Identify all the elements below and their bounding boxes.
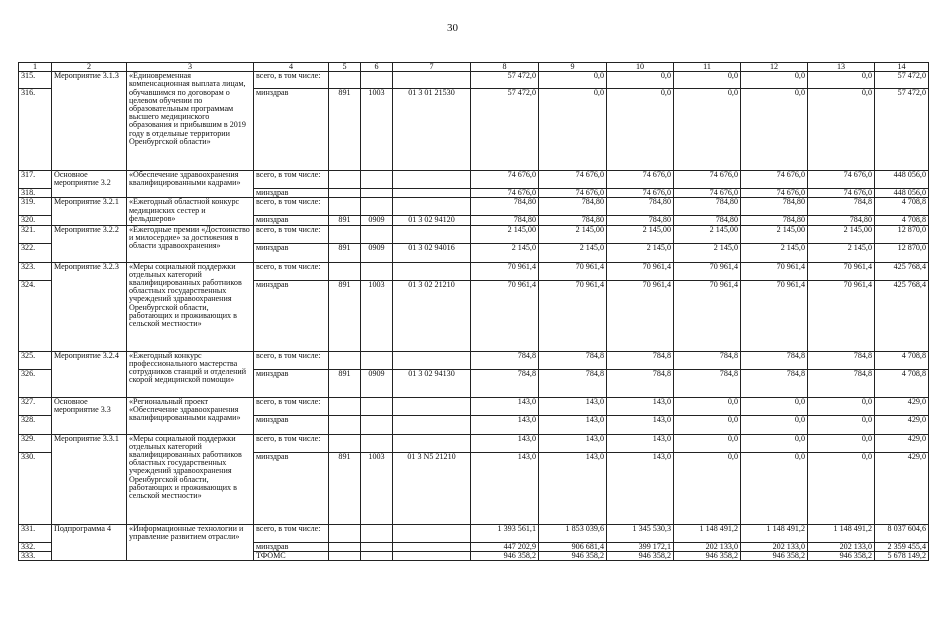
value-cell: 2 145,00 <box>471 225 539 243</box>
value-cell: 2 145,0 <box>607 243 674 262</box>
code-cell <box>361 198 393 216</box>
value-cell: 0,0 <box>607 72 674 89</box>
funding-source: всего, в том числе: <box>254 434 329 452</box>
value-cell: 70 961,4 <box>539 280 607 351</box>
row-number: 333. <box>19 551 52 560</box>
row-number: 319. <box>19 198 52 216</box>
value-cell: 12 870,0 <box>875 225 929 243</box>
value-cell: 1 393 561,1 <box>471 524 539 542</box>
code-cell <box>361 189 393 198</box>
value-cell: 57 472,0 <box>875 72 929 89</box>
header-cell: 7 <box>393 63 471 72</box>
funding-source: минздрав <box>254 415 329 434</box>
value-cell: 0,0 <box>607 89 674 171</box>
value-cell: 143,0 <box>539 452 607 524</box>
value-cell: 202 133,0 <box>808 542 875 551</box>
table-row <box>19 524 929 542</box>
row-number: 329. <box>19 434 52 452</box>
row-number: 330. <box>19 452 52 524</box>
code-cell: 1003 <box>361 280 393 351</box>
value-cell: 143,0 <box>471 415 539 434</box>
measure-description: «Ежегодный областной конкурс медицинских сестер и фельдшеров» <box>127 198 254 225</box>
row-number: 316. <box>19 89 52 171</box>
value-cell: 0,0 <box>741 397 808 415</box>
code-cell: 0909 <box>361 369 393 397</box>
value-cell: 74 676,0 <box>808 189 875 198</box>
row-number: 315. <box>19 72 52 89</box>
value-cell: 2 359 455,4 <box>875 542 929 551</box>
value-cell: 4 708,8 <box>875 216 929 225</box>
value-cell: 5 678 149,2 <box>875 551 929 560</box>
value-cell: 2 145,00 <box>539 225 607 243</box>
value-cell: 70 961,4 <box>741 280 808 351</box>
value-cell: 12 870,0 <box>875 243 929 262</box>
value-cell: 784,80 <box>674 216 741 225</box>
value-cell: 784,80 <box>607 198 674 216</box>
code-cell <box>393 397 471 415</box>
value-cell: 74 676,0 <box>539 189 607 198</box>
value-cell: 784,8 <box>471 351 539 369</box>
code-cell <box>393 72 471 89</box>
value-cell: 70 961,4 <box>607 280 674 351</box>
value-cell: 4 708,8 <box>875 198 929 216</box>
row-number: 321. <box>19 225 52 243</box>
value-cell: 784,8 <box>674 351 741 369</box>
measure-description: «Информационные технологии и управление развитием отрасли» <box>127 524 254 560</box>
value-cell: 8 037 604,6 <box>875 524 929 542</box>
budget-table <box>18 62 929 561</box>
measure-description: «Меры социальной поддержки отдельных категорий квалифицированных работников областных государственных учреждений здравоохранения Оренбургской области, работающих и проживающих в сельской местности» <box>127 434 254 524</box>
value-cell: 429,0 <box>875 434 929 452</box>
code-cell: 1003 <box>361 89 393 171</box>
value-cell: 143,0 <box>607 434 674 452</box>
funding-source: ТФОМС <box>254 551 329 560</box>
value-cell: 0,0 <box>741 89 808 171</box>
funding-source: минздрав <box>254 542 329 551</box>
value-cell: 784,8 <box>741 369 808 397</box>
code-cell <box>329 542 361 551</box>
row-number: 332. <box>19 542 52 551</box>
code-cell <box>361 524 393 542</box>
row-number: 326. <box>19 369 52 397</box>
table-row <box>19 225 929 243</box>
value-cell: 2 145,00 <box>808 225 875 243</box>
table-row <box>19 262 929 280</box>
code-cell <box>329 434 361 452</box>
measure-name: Мероприятие 3.2.2 <box>52 225 127 262</box>
value-cell: 2 145,0 <box>471 243 539 262</box>
value-cell: 429,0 <box>875 397 929 415</box>
code-cell <box>361 225 393 243</box>
value-cell: 784,8 <box>539 351 607 369</box>
value-cell: 57 472,0 <box>875 89 929 171</box>
value-cell: 784,80 <box>539 198 607 216</box>
code-cell <box>329 551 361 560</box>
measure-name: Подпрограмма 4 <box>52 524 127 560</box>
code-cell <box>393 351 471 369</box>
value-cell: 784,8 <box>741 351 808 369</box>
measure-name: Мероприятие 3.2.3 <box>52 262 127 351</box>
code-cell <box>329 397 361 415</box>
value-cell: 0,0 <box>539 72 607 89</box>
code-cell: 0909 <box>361 216 393 225</box>
code-cell: 01 3 02 21210 <box>393 280 471 351</box>
value-cell: 143,0 <box>607 397 674 415</box>
header-cell: 2 <box>52 63 127 72</box>
value-cell: 2 145,0 <box>808 243 875 262</box>
measure-name: Мероприятие 3.2.1 <box>52 198 127 225</box>
value-cell: 2 145,00 <box>674 225 741 243</box>
funding-source: минздрав <box>254 243 329 262</box>
value-cell: 70 961,4 <box>471 262 539 280</box>
code-cell <box>361 262 393 280</box>
code-cell <box>329 189 361 198</box>
code-cell <box>361 434 393 452</box>
value-cell: 784,80 <box>471 216 539 225</box>
value-cell: 0,0 <box>539 89 607 171</box>
header-cell: 12 <box>741 63 808 72</box>
code-cell <box>361 542 393 551</box>
code-cell <box>329 262 361 280</box>
code-cell <box>329 415 361 434</box>
code-cell <box>329 171 361 189</box>
code-cell <box>329 72 361 89</box>
value-cell: 0,0 <box>808 89 875 171</box>
value-cell: 74 676,0 <box>471 189 539 198</box>
value-cell: 784,80 <box>471 198 539 216</box>
code-cell <box>361 415 393 434</box>
funding-source: всего, в том числе: <box>254 225 329 243</box>
value-cell: 0,0 <box>674 89 741 171</box>
funding-source: минздрав <box>254 89 329 171</box>
funding-source: минздрав <box>254 216 329 225</box>
value-cell: 2 145,0 <box>741 243 808 262</box>
header-cell: 14 <box>875 63 929 72</box>
code-cell: 891 <box>329 89 361 171</box>
header-cell: 9 <box>539 63 607 72</box>
measure-description: «Ежегодный конкурс профессионального мастерства сотрудников станций и отделений скорой медицинской помощи» <box>127 351 254 397</box>
measure-description: «Единовременная компенсационная выплата лицам, обучавшимся по договорам о целевом обучении по образовательным программам высшего медицинского образования и прибывшим в 2019 году в отдельные территории Оренбургской области» <box>127 72 254 171</box>
value-cell: 784,80 <box>741 198 808 216</box>
code-cell <box>393 542 471 551</box>
header-cell: 4 <box>254 63 329 72</box>
funding-source: всего, в том числе: <box>254 351 329 369</box>
code-cell <box>329 524 361 542</box>
header-cell: 6 <box>361 63 393 72</box>
page-number: 30 <box>447 22 458 34</box>
value-cell: 143,0 <box>607 452 674 524</box>
value-cell: 74 676,0 <box>741 171 808 189</box>
funding-source: минздрав <box>254 280 329 351</box>
value-cell: 946 358,2 <box>539 551 607 560</box>
value-cell: 0,0 <box>674 452 741 524</box>
value-cell: 784,8 <box>808 351 875 369</box>
value-cell: 1 148 491,2 <box>808 524 875 542</box>
value-cell: 448 056,0 <box>875 189 929 198</box>
value-cell: 143,0 <box>471 397 539 415</box>
value-cell: 1 148 491,2 <box>674 524 741 542</box>
value-cell: 784,8 <box>539 369 607 397</box>
value-cell: 202 133,0 <box>741 542 808 551</box>
code-cell <box>393 171 471 189</box>
value-cell: 2 145,0 <box>539 243 607 262</box>
code-cell <box>329 198 361 216</box>
value-cell: 74 676,0 <box>674 171 741 189</box>
row-number: 325. <box>19 351 52 369</box>
header-cell: 5 <box>329 63 361 72</box>
header-cell: 8 <box>471 63 539 72</box>
value-cell: 143,0 <box>607 415 674 434</box>
row-number: 318. <box>19 189 52 198</box>
value-cell: 74 676,0 <box>741 189 808 198</box>
code-cell <box>329 351 361 369</box>
header-cell: 10 <box>607 63 674 72</box>
value-cell: 2 145,00 <box>741 225 808 243</box>
value-cell: 143,0 <box>471 434 539 452</box>
code-cell: 01 3 02 94120 <box>393 216 471 225</box>
measure-description: «Меры социальной поддержки отдельных категорий квалифицированных работников областных государственных учреждений здравоохранения Оренбургской области, работающих и проживающих в сельской местности» <box>127 262 254 351</box>
funding-source: минздрав <box>254 452 329 524</box>
value-cell: 447 202,9 <box>471 542 539 551</box>
code-cell <box>361 351 393 369</box>
value-cell: 74 676,0 <box>674 189 741 198</box>
value-cell: 0,0 <box>808 397 875 415</box>
value-cell: 4 708,8 <box>875 351 929 369</box>
value-cell: 784,80 <box>808 216 875 225</box>
row-number: 323. <box>19 262 52 280</box>
table-row <box>19 198 929 216</box>
row-number: 320. <box>19 216 52 225</box>
header-cell: 1 <box>19 63 52 72</box>
value-cell: 0,0 <box>808 72 875 89</box>
value-cell: 946 358,2 <box>471 551 539 560</box>
funding-source: всего, в том числе: <box>254 198 329 216</box>
header-cell: 11 <box>674 63 741 72</box>
value-cell: 784,8 <box>607 369 674 397</box>
code-cell <box>393 415 471 434</box>
value-cell: 399 172,1 <box>607 542 674 551</box>
value-cell: 429,0 <box>875 452 929 524</box>
measure-description: «Региональный проект «Обеспечение здравоохранения квалифицированными кадрами» <box>127 397 254 434</box>
code-cell: 891 <box>329 452 361 524</box>
row-number: 327. <box>19 397 52 415</box>
value-cell: 784,8 <box>674 369 741 397</box>
value-cell: 429,0 <box>875 415 929 434</box>
code-cell: 01 3 N5 21210 <box>393 452 471 524</box>
measure-description: «Ежегодные премии «Достоинство и милосердие» за достижения в области здравоохранения» <box>127 225 254 262</box>
value-cell: 74 676,0 <box>607 171 674 189</box>
value-cell: 0,0 <box>674 415 741 434</box>
code-cell: 891 <box>329 280 361 351</box>
row-number: 324. <box>19 280 52 351</box>
measure-name: Основное мероприятие 3.2 <box>52 171 127 198</box>
funding-source: минздрав <box>254 189 329 198</box>
value-cell: 74 676,0 <box>808 171 875 189</box>
value-cell: 784,80 <box>607 216 674 225</box>
value-cell: 784,8 <box>808 369 875 397</box>
row-number: 328. <box>19 415 52 434</box>
code-cell <box>393 434 471 452</box>
value-cell: 0,0 <box>741 452 808 524</box>
value-cell: 784,8 <box>471 369 539 397</box>
measure-name: Мероприятие 3.2.4 <box>52 351 127 397</box>
value-cell: 946 358,2 <box>674 551 741 560</box>
code-cell: 891 <box>329 216 361 225</box>
funding-source: всего, в том числе: <box>254 397 329 415</box>
code-cell: 1003 <box>361 452 393 524</box>
code-cell <box>393 189 471 198</box>
value-cell: 57 472,0 <box>471 89 539 171</box>
value-cell: 1 148 491,2 <box>741 524 808 542</box>
value-cell: 143,0 <box>471 452 539 524</box>
value-cell: 70 961,4 <box>808 262 875 280</box>
funding-source: всего, в том числе: <box>254 171 329 189</box>
value-cell: 143,0 <box>539 434 607 452</box>
funding-source: всего, в том числе: <box>254 262 329 280</box>
value-cell: 784,80 <box>674 198 741 216</box>
value-cell: 0,0 <box>808 434 875 452</box>
code-cell: 891 <box>329 369 361 397</box>
value-cell: 70 961,4 <box>539 262 607 280</box>
value-cell: 70 961,4 <box>607 262 674 280</box>
measure-description: «Обеспечение здравоохранения квалифицированными кадрами» <box>127 171 254 198</box>
value-cell: 784,80 <box>539 216 607 225</box>
value-cell: 0,0 <box>674 434 741 452</box>
code-cell <box>361 551 393 560</box>
value-cell: 1 853 039,6 <box>539 524 607 542</box>
header-cell: 3 <box>127 63 254 72</box>
table-row <box>19 397 929 415</box>
table-row <box>19 171 929 189</box>
measure-name: Мероприятие 3.3.1 <box>52 434 127 524</box>
code-cell: 01 3 02 94016 <box>393 243 471 262</box>
value-cell: 784,80 <box>741 216 808 225</box>
value-cell: 1 345 530,3 <box>607 524 674 542</box>
funding-source: всего, в том числе: <box>254 524 329 542</box>
row-number: 317. <box>19 171 52 189</box>
table-row <box>19 434 929 452</box>
value-cell: 143,0 <box>539 415 607 434</box>
value-cell: 906 681,4 <box>539 542 607 551</box>
table-row <box>19 72 929 89</box>
row-number: 331. <box>19 524 52 542</box>
value-cell: 0,0 <box>808 415 875 434</box>
code-cell: 891 <box>329 243 361 262</box>
value-cell: 143,0 <box>539 397 607 415</box>
value-cell: 70 961,4 <box>674 280 741 351</box>
value-cell: 4 708,8 <box>875 369 929 397</box>
value-cell: 57 472,0 <box>471 72 539 89</box>
value-cell: 70 961,4 <box>471 280 539 351</box>
code-cell: 01 3 02 94130 <box>393 369 471 397</box>
value-cell: 0,0 <box>808 452 875 524</box>
measure-name: Основное мероприятие 3.3 <box>52 397 127 434</box>
value-cell: 448 056,0 <box>875 171 929 189</box>
value-cell: 0,0 <box>741 434 808 452</box>
value-cell: 74 676,0 <box>471 171 539 189</box>
code-cell <box>329 225 361 243</box>
value-cell: 0,0 <box>741 72 808 89</box>
value-cell: 784,8 <box>808 198 875 216</box>
value-cell: 202 133,0 <box>674 542 741 551</box>
value-cell: 0,0 <box>741 415 808 434</box>
row-number: 322. <box>19 243 52 262</box>
value-cell: 784,8 <box>607 351 674 369</box>
header-cell: 13 <box>808 63 875 72</box>
measure-name: Мероприятие 3.1.3 <box>52 72 127 171</box>
value-cell: 2 145,00 <box>607 225 674 243</box>
value-cell: 70 961,4 <box>674 262 741 280</box>
value-cell: 425 768,4 <box>875 262 929 280</box>
funding-source: всего, в том числе: <box>254 72 329 89</box>
code-cell <box>393 262 471 280</box>
code-cell <box>361 397 393 415</box>
value-cell: 425 768,4 <box>875 280 929 351</box>
code-cell <box>393 551 471 560</box>
value-cell: 946 358,2 <box>741 551 808 560</box>
value-cell: 70 961,4 <box>741 262 808 280</box>
code-cell <box>361 72 393 89</box>
code-cell <box>393 198 471 216</box>
funding-source: минздрав <box>254 369 329 397</box>
code-cell <box>361 171 393 189</box>
value-cell: 946 358,2 <box>607 551 674 560</box>
value-cell: 74 676,0 <box>539 171 607 189</box>
table-row <box>19 351 929 369</box>
code-cell <box>393 524 471 542</box>
code-cell: 01 3 01 21530 <box>393 89 471 171</box>
value-cell: 2 145,0 <box>674 243 741 262</box>
value-cell: 74 676,0 <box>607 189 674 198</box>
value-cell: 0,0 <box>674 72 741 89</box>
value-cell: 946 358,2 <box>808 551 875 560</box>
value-cell: 70 961,4 <box>808 280 875 351</box>
code-cell <box>393 225 471 243</box>
code-cell: 0909 <box>361 243 393 262</box>
value-cell: 0,0 <box>674 397 741 415</box>
